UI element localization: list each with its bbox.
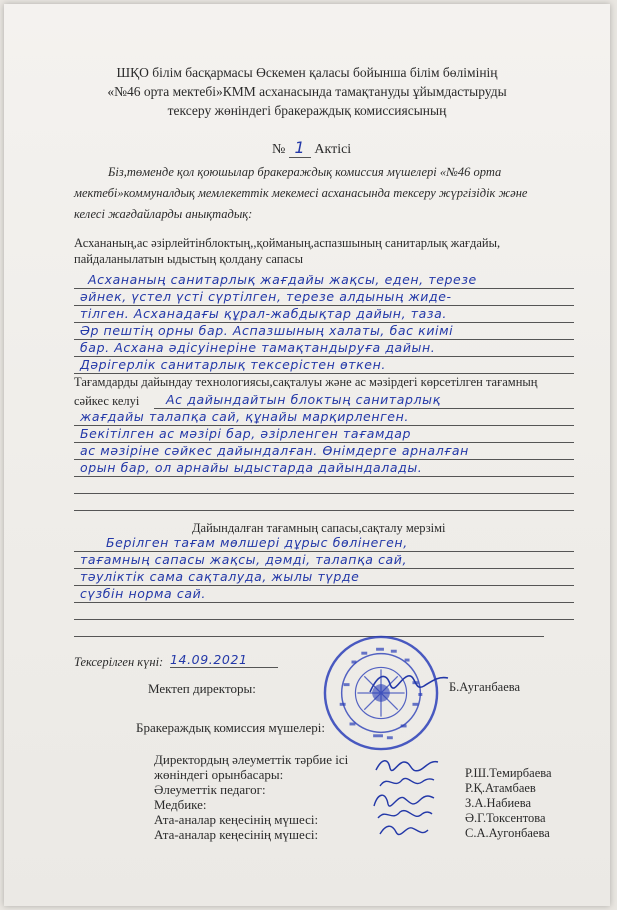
checked-date-value: 14.09.2021 — [170, 652, 278, 668]
document-sheet — [4, 4, 610, 906]
header-line-2: «№46 орта мектебі»КММ асханасында тамақтануды ұйымдастыруды — [107, 84, 507, 99]
section3-hand-line: Берілген тағам мөлшері дұрыс бөлінеген, — [106, 535, 408, 550]
member-name: Ә.Г.Токсентова — [465, 811, 546, 825]
section2-hand-line: Бекітілген ас мәзірі бар, әзірленген тағамдар — [80, 426, 412, 441]
header-line-3: тексеру жөніндегі бракераждық комиссиясының — [167, 103, 447, 118]
section1-title-1: Асхананың,ас әзірлейтінблоктың,,қойманың,аспазшының санитарлық жағдайы, — [74, 236, 501, 250]
member-name: Р.Қ.Атамбаев — [465, 781, 536, 795]
section2-title-1: Тағамдарды дайындау технологиясы,сақталуы және ас мәзірдегі көрсетілген тағамның — [74, 375, 538, 389]
section1-hand-line: Асхананың санитарлық жағдайы жақсы, еден, терезе — [88, 272, 477, 287]
member-role: жөніндегі орынбасары: — [154, 767, 284, 782]
section1-hand-line: Дәрігерлік санитарлық тексерістен өткен. — [80, 357, 386, 372]
member-signature-icon — [376, 818, 432, 842]
section3-hand-line: сүзбін норма сай. — [80, 586, 206, 601]
act-number: 1 — [289, 138, 311, 158]
section1-hand-line: Әр пештің орны бар. Аспазшының халаты, бас киімі — [80, 323, 454, 338]
act-suffix: Актісі — [314, 142, 352, 157]
commission-title: Бракераждық комиссия мүшелері: — [136, 720, 325, 735]
section1-title-2: пайдаланылатын ыдыстың қолдану сапасы — [74, 252, 303, 266]
checked-date-label: Тексерілген күні: — [74, 655, 164, 669]
member-role: Медбике: — [154, 797, 207, 812]
section2-title-2: сәйкес келуі — [74, 394, 140, 408]
section3-hand-line: тағамның сапасы жақсы, дәмді, талапқа сай, — [80, 552, 408, 567]
section1-hand-line: бар. Асхана әдісуінеріне тамақтандыруға дайын. — [80, 340, 436, 355]
intro-line-2: мектебі»коммуналдық мемлекеттік мекемесі асханасында тексеру жүргізідік және — [74, 186, 528, 200]
section3-title: Дайындалған тағамның сапасы,сақталу мерзімі — [192, 521, 446, 535]
intro-line-1: Біз,төменде қол қоюшылар бракераждық комиссия мүшелері «№46 орта — [108, 165, 502, 179]
act-prefix: № — [272, 142, 286, 157]
header-line-1: ШҚО білім басқармасы Өскемен қаласы бойынша білім бөлімінің — [116, 65, 498, 80]
member-role: Ата-аналар кеңесінің мүшесі: — [154, 827, 319, 842]
section1-hand-line: тілген. Асханадағы құрал-жабдықтар дайын, таза. — [80, 306, 447, 321]
director-signature-icon — [364, 664, 454, 704]
section2-hand-line: ас мәзіріне сәйкес дайындалған. Өнімдерге арналған — [80, 443, 469, 458]
intro-line-3: келесі жағдайларды анықтадық: — [74, 207, 253, 221]
section3-hand-line: тәуліктік сама сақталуда, жылы түрде — [80, 569, 360, 584]
section2-hand-line: орын бар, ол арнайы ыдыстарда дайындалады. — [80, 460, 423, 475]
section2-hand-line: жағдайы талапқа сай, құнайы марқирленген. — [80, 409, 409, 424]
section1-hand-line: әйнек, үстел үсті сүртілген, терезе алдының жиде- — [80, 289, 452, 304]
member-name: С.А.Аугонбаева — [465, 826, 550, 840]
member-role: Директордың әлеуметтік тәрбие ісі — [154, 752, 349, 767]
member-role: Ата-аналар кеңесінің мүшесі: — [154, 812, 319, 827]
director-label: Мектеп директоры: — [148, 681, 256, 696]
member-name: Р.Ш.Темирбаева — [465, 766, 552, 780]
director-name: Б.Ауганбаева — [449, 680, 521, 694]
act-title — [272, 138, 351, 158]
section2-hand-line: Ас дайындайтын блоктың санитарлық — [166, 392, 441, 407]
member-role: Әлеуметтік педагог: — [154, 782, 266, 797]
member-name: З.А.Набиева — [465, 796, 531, 810]
